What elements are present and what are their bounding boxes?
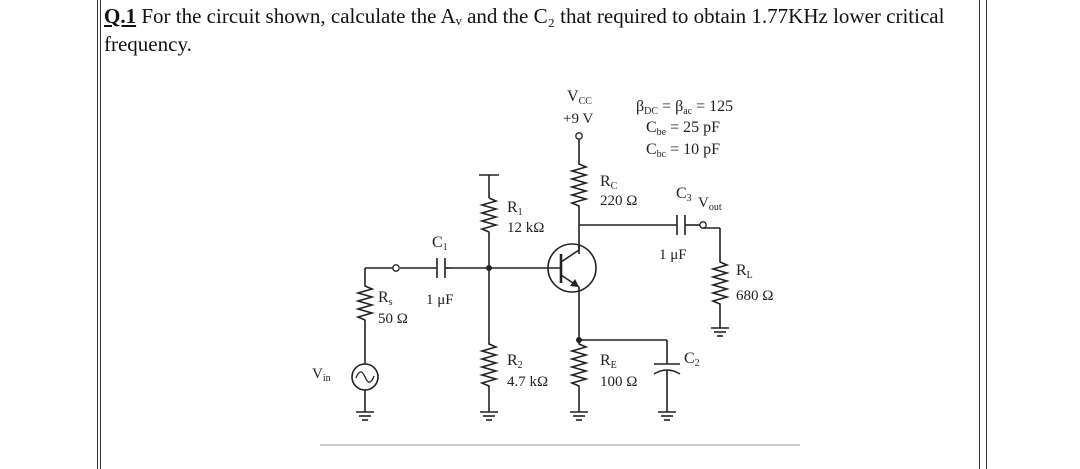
rc-label: RC	[600, 173, 618, 192]
rc-resistor	[572, 160, 586, 254]
cbc-spec: Cbc = 10 pF	[646, 141, 721, 160]
r2-value: 4.7 kΩ	[507, 374, 549, 390]
question-body: For the circuit shown, calculate the Aᵥ and the C₂ that required to obtain 1.77KHz lower critical frequency.	[104, 4, 945, 56]
rs-resistor	[358, 268, 372, 364]
rl-resistor	[713, 258, 727, 328]
rc-value: 220 Ω	[600, 193, 638, 209]
c3-value: 1 μF	[659, 247, 687, 263]
rs-label: Rs	[378, 289, 393, 308]
r2-label: R2	[507, 352, 523, 371]
vcc-value: +9 V	[563, 111, 594, 127]
c3-label: C3	[676, 185, 692, 204]
rl-label: RL	[736, 262, 753, 281]
re-resistor	[572, 340, 586, 412]
sine-wave-icon	[356, 372, 374, 382]
r2-resistor	[482, 340, 496, 412]
question-number: Q.1	[104, 4, 137, 28]
c1-value: 1 μF	[426, 292, 454, 308]
vcc-terminal	[576, 133, 582, 139]
transistor-collector-lead	[561, 250, 579, 262]
emitter-junction-dot	[576, 337, 582, 343]
vout-label: $V_{out}$	[698, 195, 722, 213]
c1-label: C1	[432, 234, 448, 253]
vin-label: $V_{in}$	[312, 366, 331, 384]
rs-value: 50 Ω	[378, 311, 408, 327]
r1-value: 12 kΩ	[507, 220, 545, 236]
base-junction-dot	[486, 265, 492, 271]
c2-label: C2	[684, 350, 700, 369]
re-value: 100 Ω	[600, 374, 638, 390]
beta-spec: βDC = βac = 125	[636, 98, 734, 117]
input-terminal	[393, 265, 399, 271]
re-label: RE	[600, 352, 617, 371]
vcc-label: VCC	[567, 88, 592, 107]
rl-value: 680 Ω	[736, 288, 774, 304]
cbe-spec: Cbe = 25 pF	[646, 119, 721, 138]
r1-label: R1	[507, 199, 523, 218]
emitter-arrow-icon	[570, 279, 579, 287]
